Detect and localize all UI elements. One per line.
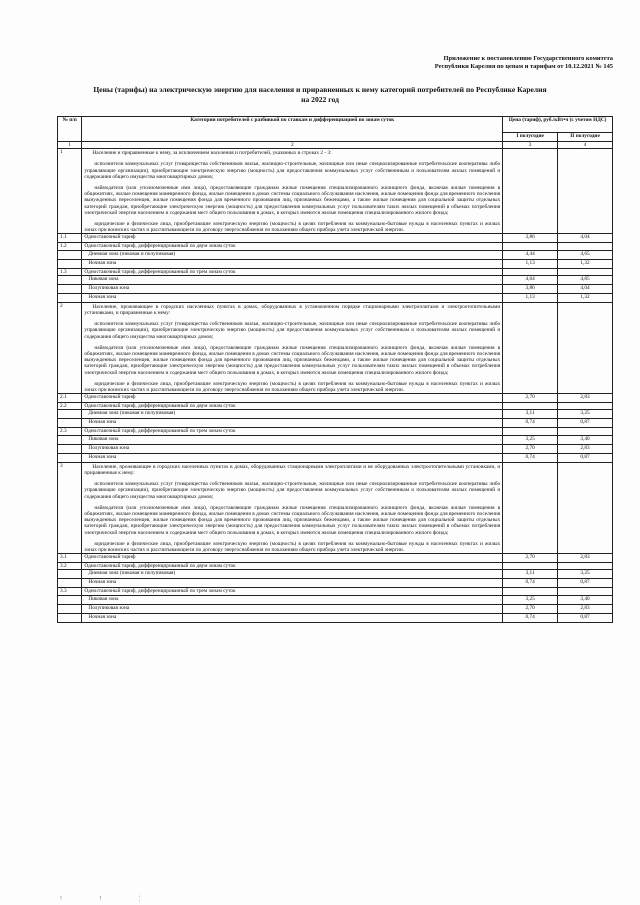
row-label: Полупиковая зона [82,604,503,613]
col-number: 2 [82,142,503,149]
tariff-row [58,570,613,579]
tariff-row [58,435,613,444]
tariff-row [58,268,613,275]
price-half-1 [503,588,558,595]
row-label: Ночная зона [82,579,503,588]
price-half-1 [503,268,558,275]
row-label: Одноставочный тариф, дифференцированный по трем зонам суток [82,428,503,435]
section-empty-cell [558,462,613,553]
tariff-row [58,293,613,302]
price-half-2: 3,40 [558,595,613,604]
tariff-row [58,563,613,570]
row-label: Одноставочный тариф, дифференцированный по двум зонам суток [82,563,503,570]
row-label: Полупиковая зона [82,284,503,293]
section-paragraph: наймодатели (или уполномоченные ими лица), предоставляющие гражданам жилые помещения специализированного жилищного фонда, включая жилые помещения в общежитиях, жилые помещения маневренного фонда, жилые помещения в домах системы социального обслуживания населения, жилые помещения фонда для временного поселения вынужденных переселенцев, жилые помещения фонда для временного проживания лиц, признанных беженцами, а также жилые помещения для социальной защиты отдельных категорий граждан, приобретающие электрическую энергию (мощность) для предоставления коммунальных услуг пользователям таких жилых помещений в объемах потребления электрической энергии населением и содержания мест общего пользования в домах, в которых имеются жилые помещения специализированного жилого фонда; [84,344,501,376]
row-label: Одноставочный тариф, дифференцированный по трем зонам суток [82,588,503,595]
price-half-1: 2,70 [503,604,558,613]
row-number [58,250,82,259]
row-number [58,284,82,293]
row-label: Одноставочный тариф, дифференцированный по двум зонам суток [82,243,503,250]
price-half-2 [558,268,613,275]
row-number [58,453,82,462]
section-paragraph: юридические и физические лица, приобретающие электрическую энергию (мощность) в целях потребления на коммунально-бытовые нужды в населенных пунктах и жилых зонах при воинских частях и рассчитывающиеся по договору энергоснабжения по показаниям общего прибора учета электрической энергии. [84,221,501,234]
row-label: Дневная зона (пиковая и полупиковая) [82,410,503,419]
row-label: Одноставочный тариф [82,554,503,563]
section-paragraph: наймодатели (или уполномоченные ими лица), предоставляющие гражданам жилые помещения специализированного жилищного фонда, включая жилые помещения в общежитиях, жилые помещения маневренного фонда, жилые помещения в домах системы социального обслуживания населения, жилые помещения фонда для временного поселения вынужденных переселенцев, жилые помещения фонда для временного проживания лиц, признанных беженцами, а также жилые помещения для социальной защиты отдельных категорий граждан, приобретающие электрическую энергию (мощность) для предоставления коммунальных услуг пользователям таких жилых помещений в объемах потребления электрической энергии населением и содержания мест общего пользования в домах, в которых имеются жилые помещения специализированного жилого фонда; [84,185,501,216]
row-number [58,410,82,419]
row-number [58,275,82,284]
row-label: Пиковая зона [82,595,503,604]
row-label: Ночная зона [82,613,503,622]
price-half-2: 3,40 [558,435,613,444]
section-intro: Население и приравненные к нему, за исключением населения и потребителей, указанных в строках 2 - 3: [92,150,332,157]
title-line-2: на 2022 год [301,95,339,104]
price-half-1 [503,403,558,410]
price-half-1: 4,44 [503,250,558,259]
header-num: № п/п [58,117,82,142]
price-half-2: 4,04 [558,284,613,293]
price-half-2: 0,87 [558,613,613,622]
row-label: Одноставочный тариф [82,234,503,243]
header-half-2: II полугодие [558,133,613,142]
row-label: Ночная зона [82,453,503,462]
header-category: Категории потребителей с разбивкой по ставкам и дифференциацией по зонам суток [82,117,503,142]
tariff-row [58,554,613,563]
row-number: 1.1 [58,234,82,243]
price-half-2: 1,32 [558,293,613,302]
price-half-1: 0,74 [503,453,558,462]
section-paragraph: исполнители коммунальных услуг (товарищества собственников жилья, жилищно-строительные, жилищные или иные специализированные потребительские кооперативы либо управляющие организации), приобретающие электрическую энергию (мощность) для предоставления коммунальных услуг собственникам и пользователям жилых помещений и содержания общего имущества многоквартирных домов; [84,161,501,180]
table-header-row [58,117,613,133]
price-half-1: 3,11 [503,410,558,419]
row-label: Пиковая зона [82,275,503,284]
price-half-1: 1,13 [503,259,558,268]
appendix-line-1: Приложение к постановлению Государственного комитета [443,55,613,62]
price-half-1: 0,74 [503,613,558,622]
row-label: Дневная зона (пиковая и полупиковая) [82,250,503,259]
document-title [40,85,600,105]
row-number: 2.2 [58,403,82,410]
row-number [58,604,82,613]
price-half-2: 3,25 [558,570,613,579]
price-half-1 [503,428,558,435]
tariff-row [58,604,613,613]
price-half-2: 1,32 [558,259,613,268]
column-numbers-row [58,142,613,149]
row-number [58,595,82,604]
price-half-2: 4,65 [558,250,613,259]
section-paragraph: исполнители коммунальных услуг (товарищества собственников жилья, жилищно-строительные, жилищные или иные специализированные потребительские кооперативы либо управляющие организации), приобретающие электрическую энергию (мощность) для предоставления коммунальных услуг собственникам и пользователям жилых помещений и содержания общего имущества многоквартирных домов; [84,321,501,340]
header-price: Цена (тариф), руб./кВт•ч (с учетом НДС) [503,117,613,133]
tariff-row [58,243,613,250]
row-number: 1.2 [58,243,82,250]
section-empty-cell [503,462,558,553]
row-number [58,293,82,302]
section-paragraph: исполнители коммунальных услуг (товарищества собственников жилья, жилищно-строительные, жилищные или иные специализированные потребительские кооперативы либо управляющие организации), приобретающие электрическую энергию (мощность) для предоставления коммунальных услуг собственникам и пользователям жилых помещений и содержания общего имущества многоквартирных домов; [84,481,501,500]
price-half-2 [558,428,613,435]
price-half-2: 0,87 [558,453,613,462]
tariff-row [58,588,613,595]
price-half-2: 2,83 [558,444,613,453]
price-half-1: 1,13 [503,293,558,302]
section-description [82,462,503,553]
section-number: 2 [58,302,82,393]
section-description [82,149,503,234]
tariff-row [58,250,613,259]
section-paragraph: юридические и физические лица, приобретающие электрическую энергию (мощность) в целях потребления на коммунально-бытовые нужды в населенных пунктах и жилых зонах при воинских частях и рассчитывающиеся по договору энергоснабжения по показаниям общего прибора учета электрической энергии. [84,540,501,553]
row-number: 2.3 [58,428,82,435]
price-half-2: 3,25 [558,410,613,419]
row-label: Ночная зона [82,419,503,428]
scan-artifact: ! ! ¦ [60,896,159,902]
tariff-row [58,259,613,268]
tariff-row [58,428,613,435]
tariff-table-body [58,117,613,623]
tariff-row [58,284,613,293]
tariff-row [58,595,613,604]
section-row [58,302,613,393]
price-half-1: 3,86 [503,234,558,243]
row-number: 2.1 [58,394,82,403]
price-half-2: 4,04 [558,234,613,243]
price-half-1 [503,243,558,250]
row-label: Полупиковая зона [82,444,503,453]
row-number: 3.3 [58,588,82,595]
tariff-table [57,116,613,623]
row-number [58,435,82,444]
section-intro: Население, проживающее в городских населенных пунктах в домах, оборудованных в установленном порядке стационарными электроплитами и электроотопительными установками, и приравненные к нему: [84,303,501,317]
section-row [58,149,613,234]
header-half-1: I полугодие [503,133,558,142]
price-half-2 [558,243,613,250]
row-number: 3.1 [58,554,82,563]
row-label: Одноставочный тариф, дифференцированный по трем зонам суток [82,268,503,275]
section-empty-cell [503,302,558,393]
col-number: 3 [503,142,558,149]
row-number [58,419,82,428]
price-half-1 [503,563,558,570]
section-empty-cell [503,149,558,234]
row-number [58,613,82,622]
price-half-1: 2,70 [503,394,558,403]
section-paragraph: юридические и физические лица, приобретающие электрическую энергию (мощность) в целях потребления на коммунально-бытовые нужды в населенных пунктах и жилых зонах при воинских частях и рассчитывающиеся по договору энергоснабжения по показаниям общего прибора учета электрической энергии. [84,380,501,394]
appendix-note [383,55,613,71]
row-number: 3.2 [58,563,82,570]
section-row [58,462,613,553]
tariff-row [58,403,613,410]
price-half-1: 3,25 [503,435,558,444]
price-half-2: 2,83 [558,554,613,563]
row-label: Одноставочный тариф [82,394,503,403]
price-half-2 [558,403,613,410]
price-half-2 [558,563,613,570]
price-half-1: 3,25 [503,595,558,604]
appendix-line-2: Республики Карелия по ценам и тарифам от 10.12.2021 № 145 [434,63,613,70]
tariff-row [58,410,613,419]
title-line-1: Цены (тарифы) на электрическую энергию для населения и приравненных к нему категорий потребителей по Республике Карелия [93,85,547,94]
price-half-1: 0,74 [503,579,558,588]
price-half-1: 3,86 [503,284,558,293]
section-number: 3 [58,462,82,553]
col-number: 4 [558,142,613,149]
price-half-2: 4,85 [558,275,613,284]
price-half-2: 0,87 [558,579,613,588]
row-label: Дневная зона (пиковая и полупиковая) [82,570,503,579]
price-half-2: 2,83 [558,604,613,613]
price-half-2: 0,87 [558,419,613,428]
row-label: Ночная зона [82,259,503,268]
price-half-2 [558,588,613,595]
price-half-1: 2,70 [503,444,558,453]
row-number [58,570,82,579]
row-number [58,259,82,268]
tariff-row [58,234,613,243]
section-number: 1 [58,149,82,234]
price-half-1: 4,64 [503,275,558,284]
row-number [58,444,82,453]
section-empty-cell [558,302,613,393]
row-label: Пиковая зона [82,435,503,444]
section-intro: Население, проживающее в городских населенных пунктах в домах, оборудованных стационарными электроплитами и не оборудованных электроотопительными установками, и приравненные к нему: [84,463,501,476]
tariff-row [58,453,613,462]
price-half-1: 3,11 [503,570,558,579]
price-half-2: 2,83 [558,394,613,403]
tariff-row [58,419,613,428]
section-paragraph: наймодатели (или уполномоченные ими лица), предоставляющие гражданам жилые помещения специализированного жилищного фонда, включая жилые помещения в общежитиях, жилые помещения маневренного фонда, жилые помещения в домах системы социального обслуживания населения, жилые помещения фонда для временного поселения вынужденных переселенцев, жилые помещения фонда для временного проживания лиц, признанных беженцами, а также жилые помещения для социальной защиты отдельных категорий граждан, приобретающие электрическую энергию (мощность) для предоставления коммунальных услуг пользователям таких жилых помещений в объемах потребления электрической энергии населением и содержания мест общего пользования в домах, в которых имеются жилые помещения специализированного жилого фонда; [84,504,501,536]
tariff-row [58,613,613,622]
row-number: 1.3 [58,268,82,275]
tariff-row [58,394,613,403]
tariff-row [58,579,613,588]
row-label: Ночная зона [82,293,503,302]
section-empty-cell [558,149,613,234]
price-half-1: 2,70 [503,554,558,563]
row-number [58,579,82,588]
section-description [82,302,503,393]
tariff-row [58,444,613,453]
price-half-1: 0,74 [503,419,558,428]
row-label: Одноставочный тариф, дифференцированный по двум зонам суток [82,403,503,410]
tariff-row [58,275,613,284]
col-number: 1 [58,142,82,149]
